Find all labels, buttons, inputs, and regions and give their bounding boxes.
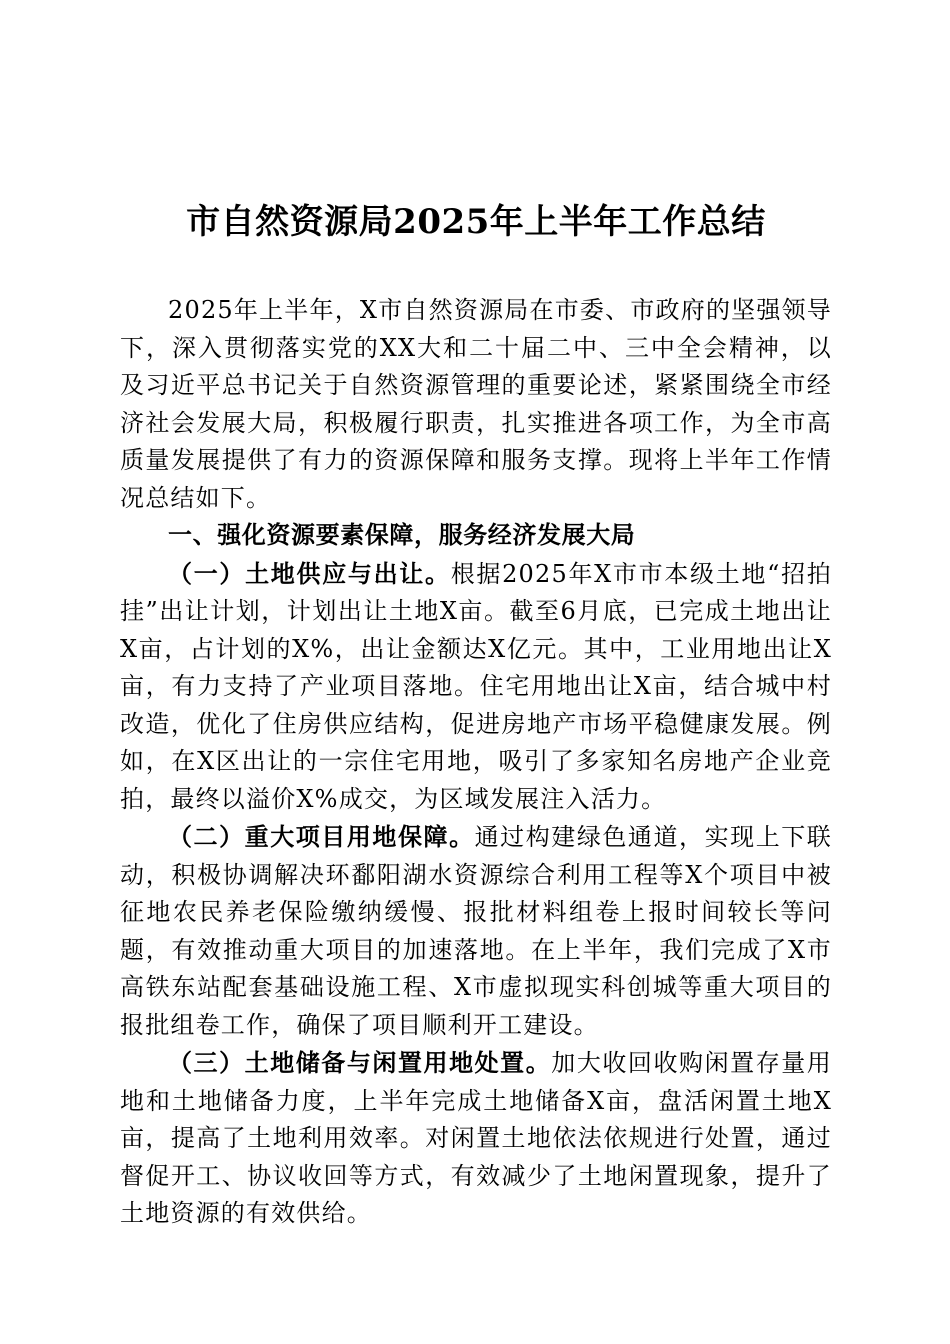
item-paragraph-3 — [120, 1044, 832, 1233]
item-lead-1: （一）土地供应与出让。 — [168, 558, 451, 588]
item-paragraph-2 — [120, 818, 832, 1044]
item-lead-2: （二）重大项目用地保障。 — [168, 822, 475, 851]
item-lead-3: （三）土地储备与闲置用地处置。 — [168, 1048, 552, 1077]
section-heading-1: 一、强化资源要素保障，服务经济发展大局 — [168, 521, 636, 549]
item-text-1: 根据2025年X市市本级土地“招拍挂”出让计划，计划出让土地X亩。截至6月底，已完成土地出让X亩，占计划的X%，出让金额达X亿元。其中，工业用地出让X亩，有力支持了产业项目落地。住宅用地出让X亩，结合城中村改造，优化了住房供应结构，促进房地产市场平稳健康发展。例如，在X区出让的一宗住宅用地，吸引了多家知名房地产企业竞拍，最终以溢价X%成交，为区域发展注入活力。 — [120, 559, 832, 813]
document-title: 市自然资源局2025年上半年工作总结 — [186, 202, 766, 242]
item-text-2: 通过构建绿色通道，实现上下联动，积极协调解决环鄱阳湖水资源综合利用工程等X个项目中被征地农民养老保险缴纳缓慢、报批材料组卷上报时间较长等问题，有效推动重大项目的加速落地。在上半年，我们完成了X市高铁东站配套基础设施工程、X市虚拟现实科创城等重大项目的报批组卷工作，确保了项目顺利开工建设。 — [120, 823, 832, 1039]
item-text-3: 加大收回收购闲置存量用地和土地储备力度，上半年完成土地储备X亩，盘活闲置土地X亩，提高了土地利用效率。对闲置土地依法依规进行处置，通过督促开工、协议收回等方式，有效减少了土地闲置现象，提升了土地资源的有效供给。 — [120, 1049, 832, 1227]
document-content — [120, 196, 832, 1233]
intro-paragraph: 2025年上半年，X市自然资源局在市委、市政府的坚强领导下，深入贯彻落实党的XX大和二十届二中、三中全会精神，以及习近平总书记关于自然资源管理的重要论述，紧紧围绕全市经济社会发展大局，积极履行职责，扎实推进各项工作，为全市高质量发展提供了有力的资源保障和服务支撑。现将上半年工作情况总结如下。 — [120, 296, 832, 512]
item-paragraph-1 — [120, 555, 832, 819]
